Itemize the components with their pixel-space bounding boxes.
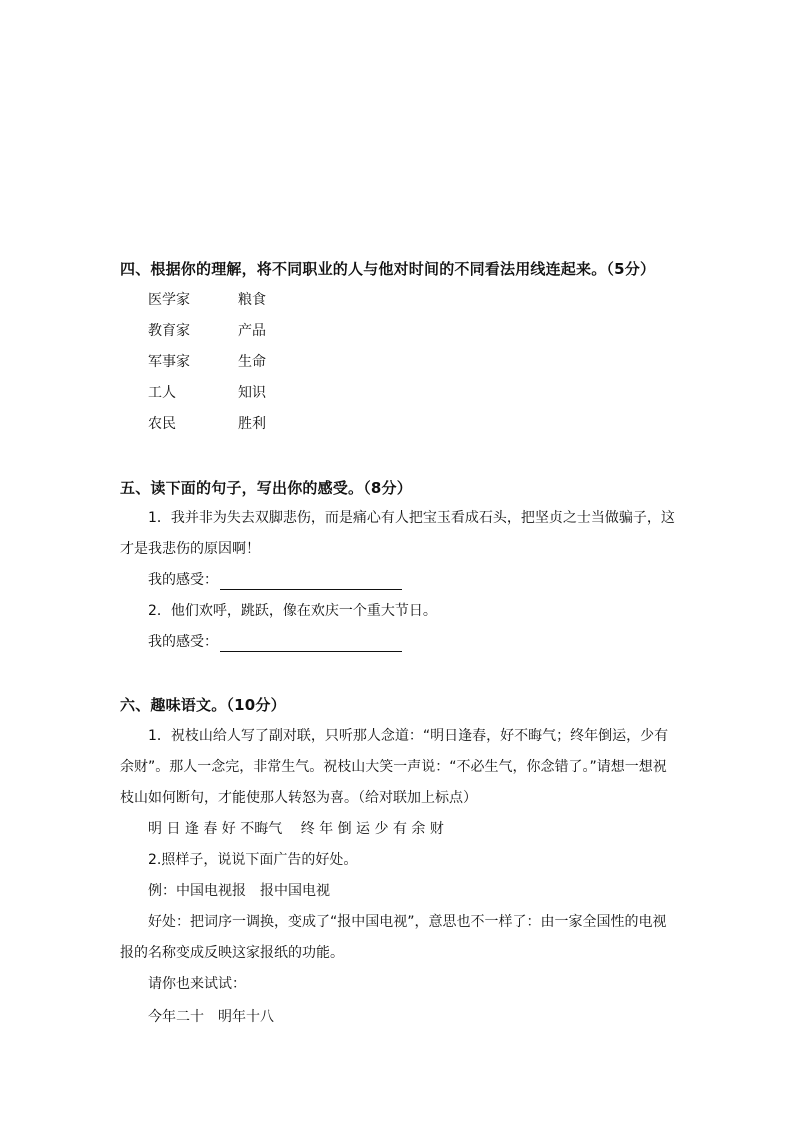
view-item: 胜利 [238,416,266,432]
profession-item: 工人 [148,385,176,401]
question-text: 枝山如何断句，才能使那人转怒为喜。（给对联加上标点） [120,790,477,806]
section-5-heading: 五、读下面的句子，写出你的感受。（8分） [120,479,412,497]
try-item: 今年二十 明年十八 [148,1009,274,1025]
question-text: 1．祝枝山给人写了副对联，只听那人念道：“明日逢春，好不晦气；终年倒运，少有 [148,728,669,744]
question-text: 余财”。那人一念完，非常生气。祝枝山大笑一声说：“不必生气，你念错了。”请想一想祝 [120,759,667,775]
view-item: 生命 [238,354,266,370]
question-text: 才是我悲伤的原因啊！ [120,541,260,557]
profession-item: 医学家 [148,292,190,308]
try-label: 请你也来试试： [148,976,246,992]
couplet-text: 明 日 逢 春 好 不晦气 终 年 倒 运 少 有 余 财 [148,821,444,837]
profession-item: 农民 [148,416,176,432]
view-item: 知识 [238,385,266,401]
question-text: 2.照样子，说说下面广告的好处。 [148,852,358,868]
question-text: 2．他们欢呼，跳跃，像在欢庆一个重大节日。 [148,603,437,619]
profession-item: 教育家 [148,323,190,339]
view-item: 粮食 [238,292,266,308]
benefit-text: 好处：把词序一调换，变成了“报中国电视”，意思也不一样了：由一家全国性的电视 [148,914,667,930]
profession-item: 军事家 [148,354,190,370]
question-text: 1．我并非为失去双脚悲伤，而是痛心有人把宝玉看成石头，把坚贞之士当做骗子，这 [148,510,675,526]
section-6-heading: 六、趣味语文。（10分） [120,696,286,714]
answer-row [148,632,402,652]
answer-label: 我的感受： [148,572,218,588]
example-text: 例：中国电视报 报中国电视 [148,883,330,899]
benefit-text: 报的名称变成反映这家报纸的功能。 [120,945,344,961]
answer-blank[interactable] [220,574,402,590]
answer-row [148,570,402,590]
answer-label: 我的感受： [148,634,218,650]
section-4-heading: 四、根据你的理解，将不同职业的人与他对时间的不同看法用线连起来。（5分） [120,260,656,278]
view-item: 产品 [238,323,266,339]
answer-blank[interactable] [220,636,402,652]
